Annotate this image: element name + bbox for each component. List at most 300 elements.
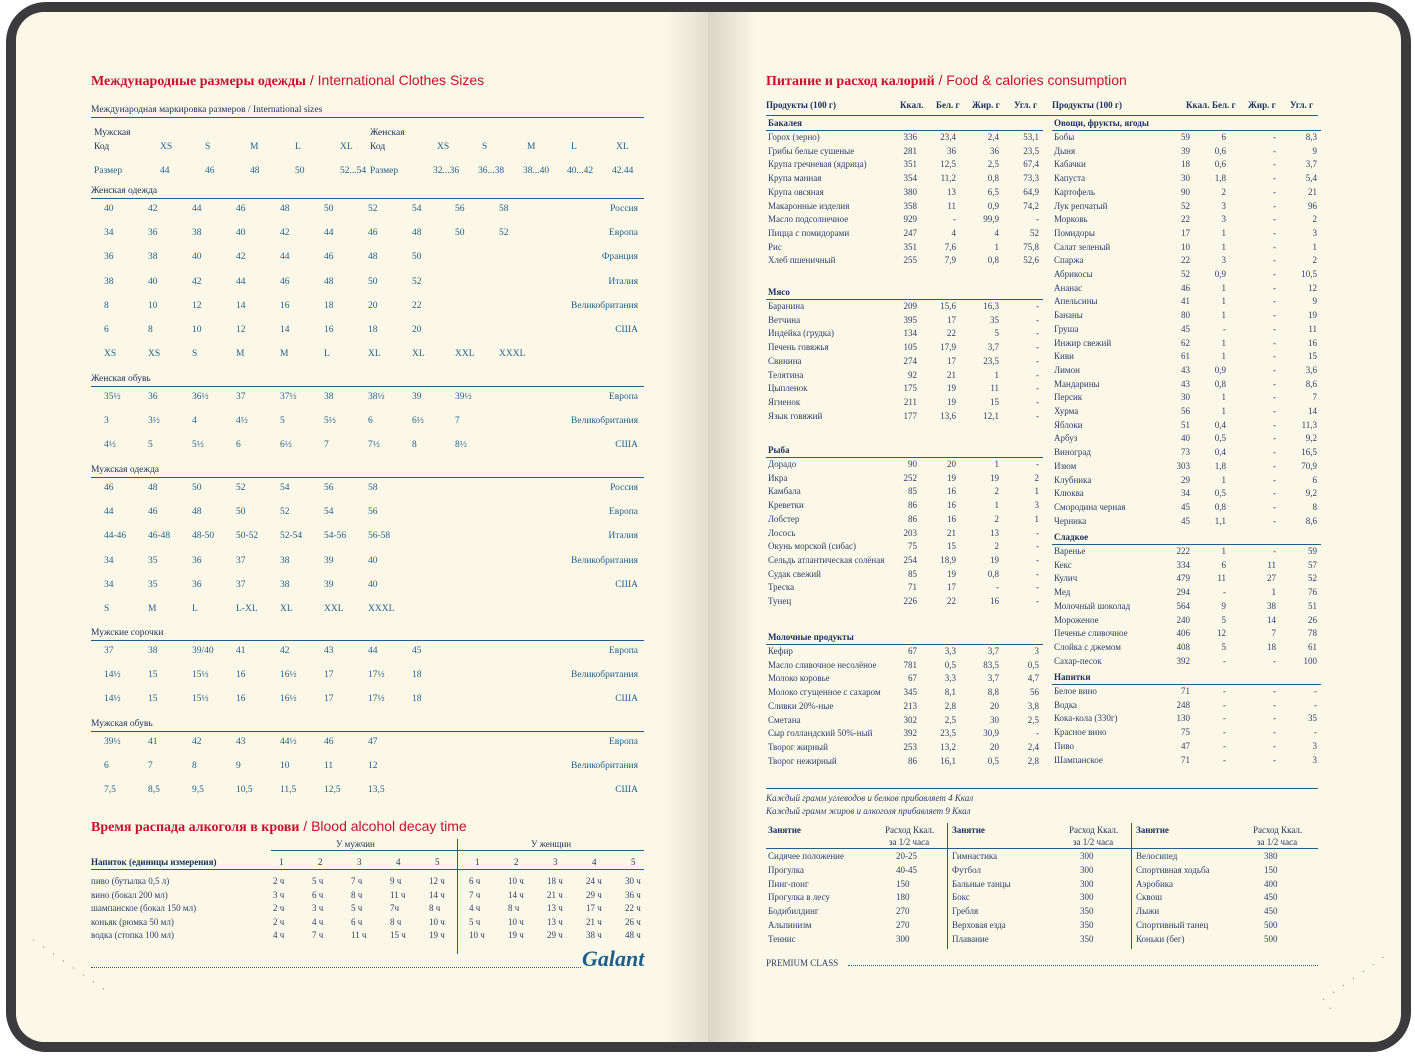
alcohol-time-cell: 7 ч [469,889,481,900]
food-cell: 7,6 [944,241,956,252]
food-cell: Печенье сливочное [1054,628,1128,639]
size-cell: 4½ [236,416,248,427]
food-category: Напитки [1054,672,1091,682]
size-section-title: Мужская одежда [91,465,160,475]
clothes-sizes-title [91,72,484,90]
food-cell: 96 [1308,200,1317,211]
food-cell: - [1273,488,1276,499]
food-cell: - [1314,686,1317,696]
food-cell: 380 [903,186,917,197]
size-cell: 14 [236,300,246,311]
footer-rule [848,965,1318,966]
food-cell: - [996,582,999,593]
food-cell: 336 [903,132,917,142]
food-title-ru: Питание и расход калорий [766,74,935,89]
activity-name: Коньки (бег) [1136,933,1185,944]
food-cell: 226 [903,596,917,606]
expense-subheader: за 1/2 часа [1257,837,1298,847]
alcohol-col-number: 3 [553,857,558,867]
size-cell: 18 [412,694,422,705]
food-cell: - [1223,713,1226,724]
size-country: Россия [610,204,638,214]
food-cell: Инжир свежий [1054,337,1112,348]
size-cell: 46 [324,737,334,747]
food-cell: 1 [1221,282,1226,293]
food-cell: 23,4 [940,132,956,142]
food-cell: 302 [903,714,917,725]
size-cell: 37 [236,392,246,402]
category-rule [1052,684,1321,685]
alcohol-time-cell: 10 ч [429,916,445,927]
women-size-label: Размер [370,166,399,176]
activity-name: Гребля [952,906,979,917]
food-cell: 40 [1181,433,1190,444]
size-cell: 9 [236,761,241,772]
food-cell: Ягненок [768,396,801,407]
food-cell: 5,4 [1305,173,1317,184]
size-cell: 5 [280,416,285,427]
food-cell: 1 [1034,486,1039,497]
size-cell: 12 [368,761,378,772]
food-cell: 19 [947,383,956,394]
alcohol-time-cell: 18 ч [547,876,563,886]
activity-name: Пинг-понг [768,878,809,889]
food-cell: 2,5 [1027,714,1039,725]
food-cell: - [1036,328,1039,339]
size-cell: 34 [104,555,114,566]
food-cell: 334 [1176,559,1190,570]
size-cell: 36 [104,252,114,263]
food-cell: 11 [947,200,956,211]
food-cell: 52 [1181,200,1190,211]
food-cell: 9,2 [1305,433,1317,444]
food-cell: - [1273,159,1276,170]
size-cell: L [192,604,198,614]
size-cell: 16 [236,694,246,705]
food-cell: 1 [1221,337,1226,348]
size-cell: 5½ [192,440,204,451]
food-cell: Лобстер [768,513,800,524]
activity-name: Аэробика [1136,878,1173,889]
food-cell: 175 [903,383,917,394]
food-cell: Бобы [1054,132,1075,142]
food-cell: Сыр голландский 50%-ный [768,728,873,739]
food-cell: Цыпленок [768,383,808,394]
size-cell: L [324,349,330,360]
food-cell: Картофель [1054,186,1095,197]
food-cell: Абрикосы [1054,269,1093,279]
food-cell: 30 [1181,392,1190,403]
activity-kcal: 450 [1264,906,1278,917]
food-cell: 0,9 [1214,269,1226,279]
alcohol-col-number: 2 [514,857,519,867]
food-header-col1: Жир. г [972,100,1000,110]
food-cell: 20 [990,741,999,752]
food-cell: 90 [1181,186,1190,197]
food-cell: 43 [1181,364,1190,375]
size-country: США [615,325,638,335]
food-cell: 30 [1181,173,1190,184]
food-cell: Молочный шоколад [1054,600,1131,611]
size-cell: 52 [499,228,509,239]
food-cell: 47 [1181,740,1190,751]
food-cell: - [1223,754,1226,765]
men-code-cell: L [295,142,301,152]
food-cell: Киви [1054,351,1074,362]
size-cell: 16½ [280,670,297,681]
food-cell: - [1223,740,1226,751]
size-cell: 46 [324,252,334,263]
food-cell: Камбала [768,486,801,497]
food-cell: Хлеб пшеничный [768,255,836,266]
size-cell: 12 [192,300,202,311]
size-cell: XS [148,349,161,360]
right-page [708,12,1401,1042]
alcohol-time-cell: 10 ч [508,916,524,927]
food-cell: 6 [1221,559,1226,570]
size-cell: 15 [148,670,158,681]
food-cell: 36 [947,145,956,156]
food-cell: 0,8 [1214,378,1226,389]
food-cell: 11 [1267,559,1276,570]
size-country: Европа [608,507,638,518]
expense-subheader: за 1/2 часа [889,837,930,847]
clothes-title-ru: Международные размеры одежды [91,74,306,89]
size-cell: 36 [148,228,158,239]
food-cell: 100 [1303,655,1317,666]
clothes-title-en: / International Clothes Sizes [305,72,485,88]
size-cell: 58 [499,204,509,214]
food-cell: Пиво [1054,740,1075,751]
food-cell: - [1223,727,1226,738]
activity-kcal: 150 [896,878,910,889]
food-cell: 12 [1308,282,1317,293]
kcal-note-1: Каждый грамм углеводов и белков прибавляет 4 Ккал [766,793,974,803]
food-cell: 2,8 [1027,755,1039,766]
size-cell: 39½ [104,737,121,747]
size-cell: 4 [192,416,197,427]
alcohol-time-cell: 21 ч [547,889,563,900]
food-cell: 67 [908,646,917,656]
food-cell: 2 [994,486,999,497]
size-cell: 35 [148,579,158,590]
size-cell: 39 [324,579,334,590]
food-cell: - [1273,546,1276,556]
size-cell: 46 [104,483,114,493]
food-cell: 3 [1034,646,1039,656]
food-cell: Черника [1054,515,1087,526]
food-cell: - [1036,369,1039,380]
food-cell: 22 [1181,214,1190,225]
food-cell: 15 [990,396,999,407]
size-cell: XL [280,604,293,614]
alcohol-time-cell: 19 ч [508,930,524,941]
size-cell: 15 [148,694,158,705]
food-cell: 75 [1181,727,1190,738]
food-cell: 929 [903,214,917,225]
activity-name: Бальные танцы [952,878,1011,889]
food-cell: 781 [903,659,917,670]
food-cell: Груша [1054,323,1079,334]
food-cell: Лосось [768,527,796,538]
food-cell: Кулич [1054,573,1078,584]
size-cell: XS [104,349,117,360]
women-header: У женщин [531,839,572,849]
food-cell: 2,8 [944,700,956,711]
food-cell: 2 [1312,255,1317,266]
food-cell: 22 [947,596,956,606]
food-cell: - [1273,460,1276,471]
food-cell: 20 [947,459,956,469]
size-cell: 42 [192,276,202,287]
activity-kcal: 350 [1080,906,1094,917]
food-cell: - [1273,323,1276,334]
food-cell: - [1036,355,1039,366]
food-cell: Макаронные изделия [768,200,850,211]
food-cell: 0,8 [987,255,999,266]
expense-subheader: за 1/2 часа [1073,837,1114,847]
size-cell: 8½ [455,440,467,451]
alcohol-time-cell: 38 ч [586,930,602,941]
size-cell: 38½ [368,392,385,402]
food-cell: Треска [768,582,795,593]
activity-header: Занятие [1136,825,1169,835]
men-code-cell: XS [160,142,173,152]
food-cell: Шампанское [1054,754,1103,765]
women-size-cell: 36...38 [478,166,505,176]
food-cell: 3,6 [1305,364,1317,375]
activity-kcal: 400 [1264,878,1278,889]
food-cell: Рис [768,241,782,252]
size-cell: 46 [368,228,378,239]
size-cell: 9,5 [192,785,204,796]
alcohol-drink-name: коньяк (рюмка 50 мл) [91,916,174,927]
food-cell: - [1273,241,1276,252]
food-cell: 27 [1267,573,1276,584]
food-cell: 57 [1308,559,1317,570]
food-cell: 22 [947,328,956,339]
food-cell: 1 [1221,351,1226,362]
size-cell: 56-58 [368,531,391,542]
size-cell: 11 [324,761,334,772]
food-cell: 9,2 [1305,488,1317,499]
activity-kcal: 300 [1080,892,1094,903]
food-cell: 392 [903,728,917,739]
activity-name: Бодибилдинг [768,906,819,917]
food-cell: - [1223,323,1226,334]
food-cell: 56 [1030,687,1039,698]
food-cell: 345 [903,687,917,698]
activity-name: Лыжи [1136,906,1160,917]
food-cell: 46 [1181,282,1190,293]
food-cell: - [1273,699,1276,710]
size-cell: 6 [236,440,241,451]
size-section-title: Женская обувь [91,374,151,384]
size-section-title: Мужская обувь [91,719,153,729]
food-cell: - [1273,447,1276,458]
food-header-col2: Угл. г [1290,100,1314,110]
food-cell: - [1273,186,1276,197]
women-code-cell: S [482,142,488,152]
food-cell: - [1273,754,1276,765]
food-cell: - [1036,396,1039,407]
size-cell: 5 [148,440,153,451]
food-cell: - [1036,383,1039,394]
food-cell: - [1036,541,1039,552]
food-cell: 1 [1221,474,1226,485]
food-cell: 8,6 [1305,515,1317,526]
size-cell: 36 [192,579,202,590]
size-cell: 40 [368,579,378,590]
alcohol-time-cell: 6 ч [469,876,481,886]
activity-kcal: 300 [1080,878,1094,889]
alcohol-time-cell: 21 ч [586,916,602,927]
category-rule [1052,130,1321,131]
food-cell: 303 [1176,460,1190,471]
activity-name: Велосипед [1136,851,1178,861]
food-cell: 11,2 [940,173,956,184]
food-header-rule [766,115,1318,116]
food-cell: Тунец [768,596,792,606]
alcohol-divider [457,839,458,954]
food-cell: - [1036,554,1039,565]
size-cell: 8,5 [148,785,160,796]
food-cell: 23,5 [983,355,999,366]
food-cell: Пицца с помидорами [768,227,850,238]
food-cell: 92 [908,369,917,380]
food-cell: 16,5 [1301,447,1317,458]
food-cell: 14 [1267,614,1276,625]
food-cell: 10,5 [1301,269,1317,279]
food-cell: - [1273,282,1276,293]
food-cell: 2,4 [987,132,999,142]
food-cell: 71 [1181,754,1190,765]
stitching-decoration: · · · · · · · · [29,934,111,997]
men-code-cell: XL [340,142,353,152]
food-header-col1: Продукты (100 г) [766,100,837,110]
food-cell: 35 [990,314,999,325]
size-cell: 5½ [324,416,336,427]
size-country: Европа [608,392,638,402]
food-cell: 1,8 [1214,460,1226,471]
food-cell: 56 [1181,406,1190,416]
food-cell: Баранина [768,301,805,311]
food-cell: 1 [1312,241,1317,252]
food-cell: - [1223,699,1226,710]
size-cell: 44-46 [104,531,127,542]
food-cell: 85 [908,486,917,497]
alcohol-col-number: 5 [435,857,440,867]
food-cell: - [1036,301,1039,311]
food-cell: 23,5 [940,728,956,739]
size-cell: 50 [368,276,378,287]
food-header-col2: Продукты (100 г) [1052,100,1123,110]
food-cell: Помидоры [1054,227,1095,238]
food-cell: 52 [1181,269,1190,279]
section-rule [91,477,644,478]
food-cell: 3 [1221,200,1226,211]
women-size-cell: 42.44 [612,166,634,176]
alcohol-time-cell: 8 ч [390,916,402,927]
food-cell: 71 [908,582,917,593]
food-cell: 253 [903,741,917,752]
activity-name: Прогулка в лесу [768,892,830,903]
size-cell: 8 [104,300,109,311]
food-category: Бакалея [768,118,802,128]
food-cell: Горох (зерно) [768,132,820,142]
food-cell: 19 [990,554,999,565]
activity-divider [1131,823,1132,949]
food-cell: 3,7 [987,673,999,684]
size-country: США [615,785,638,796]
size-cell: 16 [236,670,246,681]
food-category: Мясо [768,287,790,297]
women-code-cell: M [527,142,536,152]
food-cell: 12 [1217,628,1226,639]
men-size-cell: 52...54 [340,166,367,176]
food-cell: 36 [990,145,999,156]
food-cell: Телятина [768,369,804,380]
food-cell: - [1273,419,1276,430]
size-cell: 6 [104,761,109,772]
size-cell: 38 [148,252,158,263]
activity-name: Плавание [952,933,989,944]
activity-kcal: 270 [896,920,910,930]
food-cell: 52 [1308,573,1317,584]
food-cell: 16 [947,486,956,497]
food-cell: 13 [947,186,956,197]
size-cell: 54 [412,204,422,214]
size-cell: 37½ [280,392,297,402]
page-gutter-shadow [664,12,708,1042]
food-cell: Смородина черная [1054,501,1126,512]
size-cell: 39/40 [192,646,214,656]
alcohol-time-cell: 11 ч [390,889,406,900]
food-cell: 17 [947,314,956,325]
size-country: Италия [608,276,638,287]
alcohol-col-number: 1 [475,857,480,867]
size-cell: 17½ [368,694,385,705]
food-cell: Язык говяжий [768,410,823,421]
section-rule [91,640,644,641]
food-cell: 14 [1308,406,1317,416]
size-cell: 39½ [455,392,472,402]
food-cell: 4 [951,227,956,238]
food-cell: 0,6 [1214,145,1226,156]
food-cell: Творог нежирный [768,755,837,766]
food-cell: 19 [1308,310,1317,321]
alcohol-time-cell: 9 ч [390,876,402,886]
size-cell: 18 [368,325,378,335]
drink-header: Напиток (единицы измерения) [91,857,217,867]
size-cell: 35 [148,555,158,566]
food-cell: Молоко коровье [768,673,830,684]
size-cell: 14½ [104,694,121,705]
food-cell: 19 [947,472,956,483]
food-cell: Сливки 20%-ные [768,700,834,711]
size-cell: 52 [412,276,422,287]
food-cell: 1 [1221,546,1226,556]
size-cell: 48 [324,276,334,287]
food-cell: 78 [1308,628,1317,639]
food-cell: 99,9 [983,214,999,225]
food-cell: - [1273,145,1276,156]
men-header: У мужчин [336,839,375,849]
food-cell: 61 [1181,351,1190,362]
size-cell: 40 [104,204,114,214]
size-cell: 42 [148,204,158,214]
food-cell: 21 [947,527,956,538]
